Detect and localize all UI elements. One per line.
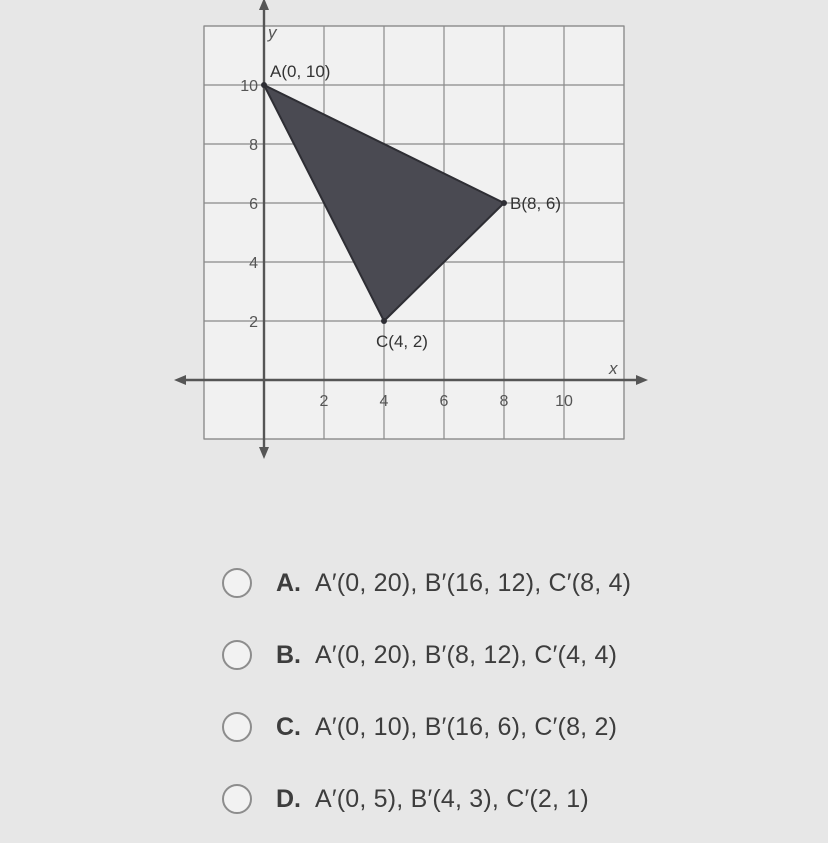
choice-text: A′(0, 5), B′(4, 3), C′(2, 1) [315,784,589,813]
radio-button-b[interactable] [222,640,252,670]
choice-letter: C. [276,712,301,741]
choice-b[interactable] [222,627,782,683]
x-tick-label: 2 [319,393,329,410]
choice-a[interactable] [222,555,782,611]
x-tick-label: 8 [499,393,509,410]
choice-letter: A. [276,568,301,597]
x-axis-arrow-left [174,375,186,385]
x-tick-label: 6 [439,393,449,410]
choice-text: A′(0, 20), B′(8, 12), C′(4, 4) [315,640,618,669]
vertex-label-c: C(4, 2) [376,332,428,351]
choice-text: A′(0, 10), B′(16, 6), C′(8, 2) [315,712,618,741]
choice-text: A′(0, 20), B′(16, 12), C′(8, 4) [315,568,632,597]
y-tick-label: 4 [249,255,258,272]
choice-d[interactable] [222,771,782,827]
radio-button-c[interactable] [222,712,252,742]
x-tick-label: 10 [555,393,573,410]
choice-letter: B. [276,640,301,669]
choice-letter: D. [276,784,301,813]
vertex-point-c [381,318,387,324]
y-axis-label: y [268,22,277,42]
y-axis-arrow-up [259,0,269,10]
vertex-point-a [261,82,267,88]
vertex-label-a: A(0, 10) [270,62,331,81]
radio-button-d[interactable] [222,784,252,814]
vertex-label-b: B(8, 6) [510,194,562,213]
x-tick-label: 4 [379,393,389,410]
y-tick-label: 8 [249,137,258,154]
x-axis-label: x [609,359,618,378]
y-tick-label: 6 [249,196,258,213]
y-axis-arrow-down [259,447,269,459]
y-tick-label: 10 [240,78,258,95]
x-axis-arrow-right [636,375,648,385]
radio-button-a[interactable] [222,568,252,598]
vertex-point-b [501,200,507,206]
choice-c[interactable] [222,699,782,755]
answer-choices [222,555,782,843]
y-tick-label: 2 [249,314,258,331]
